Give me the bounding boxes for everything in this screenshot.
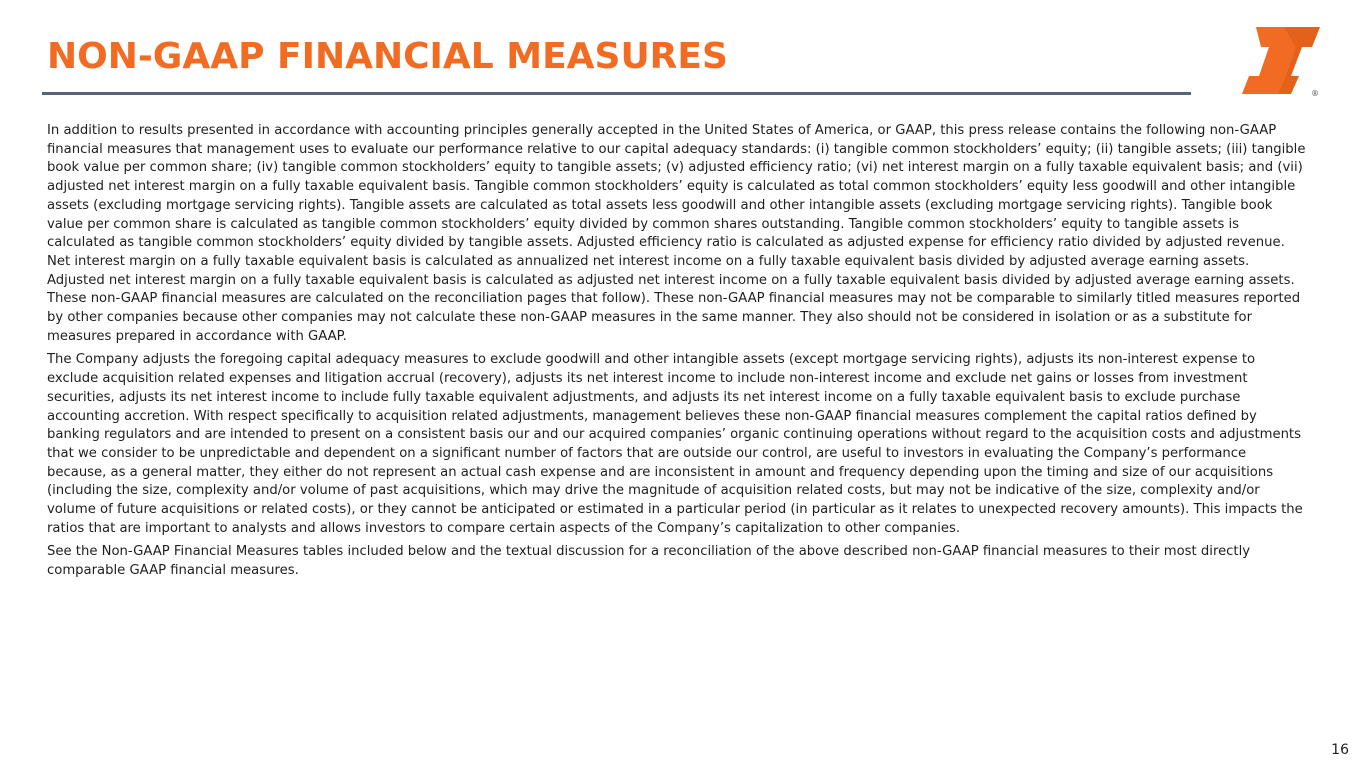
body-text xyxy=(47,122,1309,586)
paragraph-reference: See the Non-GAAP Financial Measures tables included below and the textual discussion for a reconciliation of the above described non-GAAP financial measures to their most directly comparable GAAP financial measures. xyxy=(47,544,1251,579)
registered-mark: ® xyxy=(1311,89,1319,98)
title-divider xyxy=(42,92,1191,95)
paragraph-adjustments: The Company adjusts the foregoing capital adequacy measures to exclude goodwill and other intangible assets (except mortgage servicing rights), adjusts its non-interest expense to exclude acquisition related expenses and litigation accrual (recovery), adjusts its net interest income to include non-interest income and exclude net gains or losses from investment securities, adjusts its net interest income to include fully taxable equivalent adjustments, and adjusts its net interest income on a fully taxable equivalent basis to exclude purchase accounting accretion. With respect specifically to acquisition related adjustments, management believes these non-GAAP financial measures complement the capital ratios defined by banking regulators and are intended to present on a consistent basis our and our acquired companies’ organic continuing operations without regard to the acquisition costs and adjustments that we consider to be unpredictable and dependent on a significant number of factors that are outside our control, are useful to investors in evaluating the Company’s performance because, as a general matter, they either do not represent an actual cash expense and are inconsistent in amount and frequency depending upon the timing and size of our acquisitions (including the size, complexity and/or volume of past acquisitions, which may drive the magnitude of acquisition related costs, but may not be indicative of the size, complexity and/or volume of future acquisitions or related costs), or they cannot be anticipated or estimated in a particular period (in particular as it relates to unexpected recovery amounts). This impacts the ratios that are important to analysts and allows investors to compare certain aspects of the Company’s capitalization to other companies. xyxy=(47,352,1303,536)
company-logo-icon xyxy=(1240,24,1324,100)
page-number: 16 xyxy=(1331,742,1349,758)
paragraph-definitions: In addition to results presented in accordance with accounting principles generally accepted in the United States of America, or GAAP, this press release contains the following non-GAAP financial measures that management uses to evaluate our performance relative to our capital adequacy standards: (i) tangible common stockholders’ equity; (ii) tangible assets; (iii) tangible book value per common share; (iv) tangible common stockholders’ equity to tangible assets; (v) adjusted efficiency ratio; (vi) net interest margin on a fully taxable equivalent basis; and (vii) adjusted net interest margin on a fully taxable equivalent basis. Tangible common stockholders’ equity is calculated as total common stockholders’ equity less goodwill and other intangible assets (excluding mortgage servicing rights). Tangible assets are calculated as total assets less goodwill and other intangible assets (excluding mortgage servicing rights). Tangible book value per common share is calculated as tangible common stockholders’ equity divided by common shares outstanding. Tangible common stockholders’ equity to tangible assets is calculated as tangible common stockholders’ equity divided by tangible assets. Adjusted efficiency ratio is calculated as adjusted expense for efficiency ratio divided by adjusted revenue. Net interest margin on a fully taxable equivalent basis is calculated as annualized net interest income on a fully taxable equivalent basis divided by adjusted average earning assets. Adjusted net interest margin on a fully taxable equivalent basis is calculated as adjusted net interest income on a fully taxable equivalent basis divided by adjusted average earning assets. These non-GAAP financial measures are calculated on the reconciliation pages that follow). These non-GAAP financial measures may not be comparable to similarly titled measures reported by other companies because other companies may not calculate these non-GAAP measures in the same manner. They also should not be considered in isolation or as a substitute for measures prepared in accordance with GAAP. xyxy=(47,123,1306,344)
page-title: NON-GAAP FINANCIAL MEASURES xyxy=(47,36,728,77)
